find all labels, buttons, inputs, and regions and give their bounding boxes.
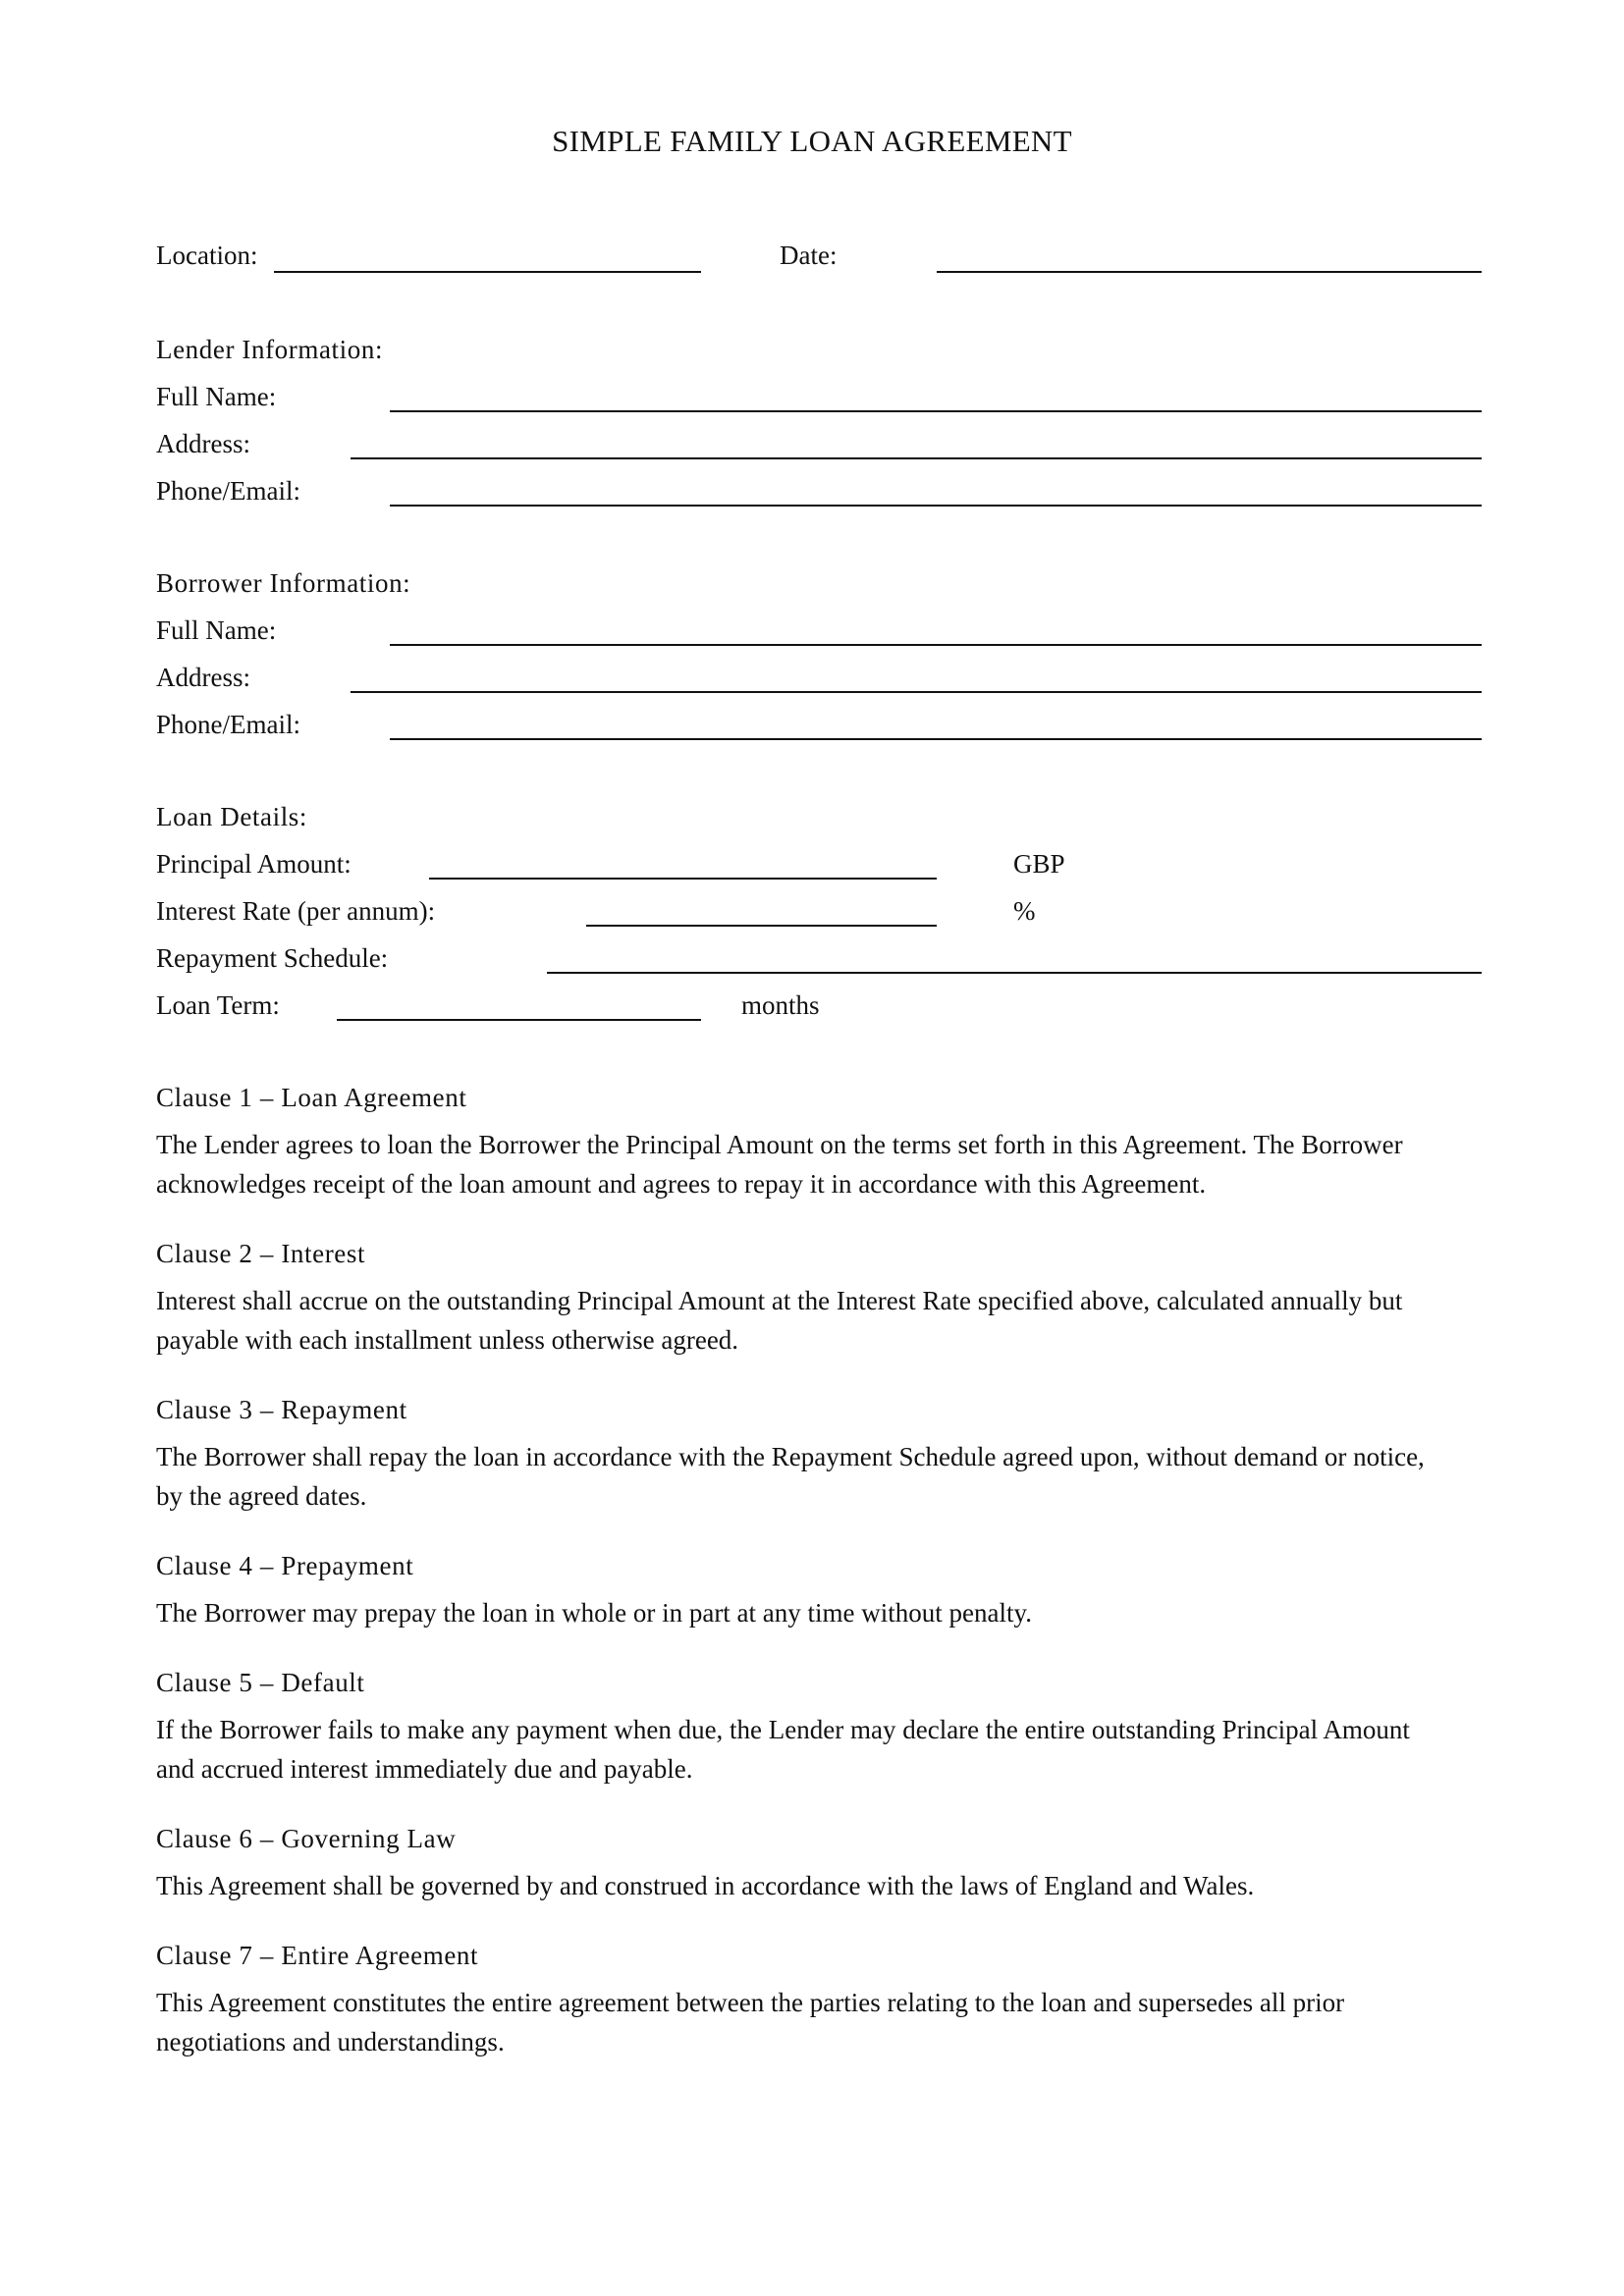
loan-term-label: Loan Term: (156, 990, 280, 1020)
principal-amount-field[interactable] (429, 878, 937, 880)
lender-contact-label: Phone/Email: (156, 476, 300, 506)
clause-4-line-1: The Borrower may prepay the loan in whole or in part at any time without penalty. (156, 1598, 1032, 1628)
clause-5-heading: Clause 5 – Default (156, 1668, 365, 1697)
principal-currency: GBP (1013, 849, 1065, 879)
borrower-heading: Borrower Information: (156, 568, 411, 598)
clause-2-heading: Clause 2 – Interest (156, 1239, 366, 1268)
principal-amount-label: Principal Amount: (156, 849, 352, 879)
clause-4-body (156, 1593, 1482, 1632)
clause-1-line-1: The Lender agrees to loan the Borrower the Principal Amount on the terms set forth in this Agreement. The Borrower (156, 1130, 1403, 1159)
lender-full-name-field[interactable] (390, 410, 1482, 412)
clause-3-heading: Clause 3 – Repayment (156, 1395, 407, 1424)
clause-3-line-2: by the agreed dates. (156, 1481, 367, 1511)
clause-3-body (156, 1437, 1482, 1516)
clause-1-body (156, 1125, 1482, 1203)
loan-details-heading: Loan Details: (156, 802, 308, 831)
clause-2-body (156, 1281, 1482, 1360)
location-label: Location: (156, 240, 258, 270)
lender-full-name-label: Full Name: (156, 382, 277, 411)
clause-2-line-2: payable with each installment unless otherwise agreed. (156, 1325, 739, 1355)
clause-6-line-1: This Agreement shall be governed by and construed in accordance with the laws of England and Wales. (156, 1871, 1255, 1900)
interest-rate-unit: % (1013, 896, 1036, 926)
lender-address-field[interactable] (351, 457, 1482, 459)
clause-1-line-2: acknowledges receipt of the loan amount and agrees to repay it in accordance with this Agreement. (156, 1169, 1207, 1199)
repayment-schedule-label: Repayment Schedule: (156, 943, 389, 973)
interest-rate-field[interactable] (586, 925, 937, 927)
clause-6-body (156, 1866, 1482, 1905)
clause-5-line-2: and accrued interest immediately due and payable. (156, 1754, 693, 1784)
location-field[interactable] (274, 271, 701, 273)
clause-7-heading: Clause 7 – Entire Agreement (156, 1941, 479, 1970)
borrower-full-name-field[interactable] (390, 644, 1482, 646)
lender-address-label: Address: (156, 429, 250, 458)
clause-7-line-2: negotiations and understandings. (156, 2027, 505, 2056)
clause-5-line-1: If the Borrower fails to make any payment when due, the Lender may declare the entire outstanding Principal Amount (156, 1715, 1410, 1744)
loan-term-unit: months (741, 990, 820, 1020)
borrower-address-field[interactable] (351, 691, 1482, 693)
clause-4-heading: Clause 4 – Prepayment (156, 1551, 414, 1580)
borrower-contact-label: Phone/Email: (156, 710, 300, 739)
clause-7-body (156, 1983, 1482, 2061)
clause-5-body (156, 1710, 1482, 1789)
document-title: SIMPLE FAMILY LOAN AGREEMENT (552, 124, 1072, 158)
lender-contact-field[interactable] (390, 505, 1482, 507)
clause-6-heading: Clause 6 – Governing Law (156, 1824, 457, 1853)
date-field[interactable] (937, 271, 1482, 273)
borrower-contact-field[interactable] (390, 738, 1482, 740)
lender-heading: Lender Information: (156, 335, 384, 364)
clause-2-line-1: Interest shall accrue on the outstanding Principal Amount at the Interest Rate specified above, calculated annually but (156, 1286, 1403, 1315)
loan-term-field[interactable] (337, 1019, 701, 1021)
date-label: Date: (780, 240, 838, 270)
interest-rate-label: Interest Rate (per annum): (156, 896, 436, 926)
clause-3-line-1: The Borrower shall repay the loan in accordance with the Repayment Schedule agreed upon, without demand or notice, (156, 1442, 1425, 1471)
clause-7-line-1: This Agreement constitutes the entire agreement between the parties relating to the loan and supersedes all prior (156, 1988, 1345, 2017)
borrower-full-name-label: Full Name: (156, 615, 277, 645)
clause-1-heading: Clause 1 – Loan Agreement (156, 1083, 467, 1112)
borrower-address-label: Address: (156, 663, 250, 692)
repayment-schedule-field[interactable] (547, 972, 1482, 974)
